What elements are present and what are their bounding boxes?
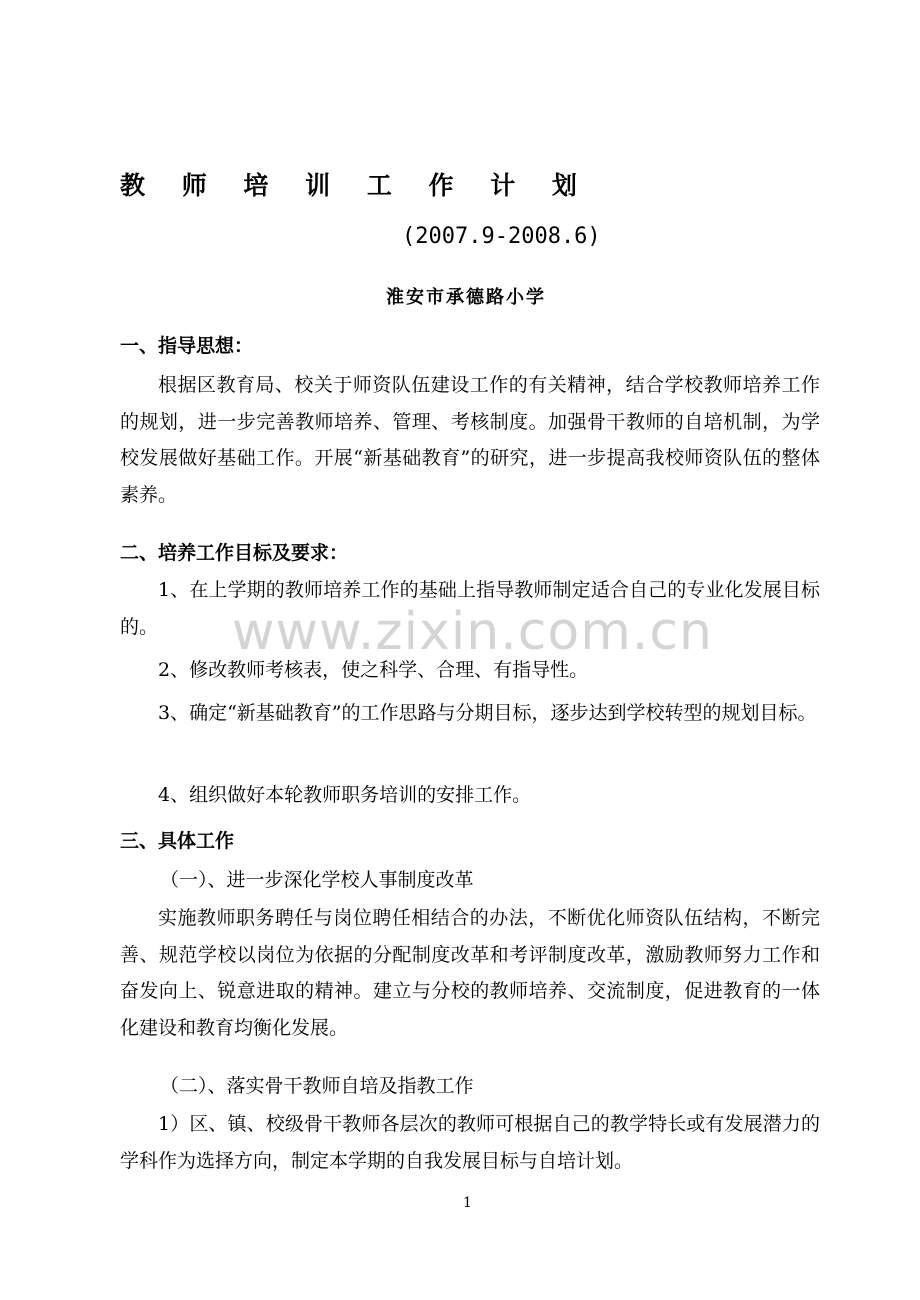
subsection-body-backbone-teachers: 1）区、镇、校级骨干教师各层次的教师可根据自己的教学特长或有发展潜力的学科作为选择方向，制定本学期的自我发展目标与自培计划。	[120, 1113, 820, 1172]
goal-item: 1、在上学期的教师培养工作的基础上指导教师制定适合自己的专业化发展目标的。	[120, 579, 820, 638]
document-title: 教 师 培 训 工 作 计 划	[120, 171, 591, 200]
section-heading-specific-work: 三、具体工作	[120, 830, 235, 852]
date-range: (2007.9-2008.6)	[402, 224, 601, 249]
goal-item: 4、组织做好本轮教师职务培训的安排工作。	[158, 784, 532, 806]
page-number: 1	[463, 1195, 472, 1211]
school-name: 淮安市承德路小学	[386, 287, 546, 308]
goal-item: 3、确定“新基础教育”的工作思路与分期目标，逐步达到学校转型的规划目标。	[158, 702, 817, 724]
subsection-body-personnel-reform: 实施教师职务聘任与岗位聘任相结合的办法，不断优化师资队伍结构，不断完善、规范学校以岗位为依据的分配制度改革和考评制度改革，激励教师努力工作和奋发向上、锐意进取的精神。建立与分校的教师培养、交流制度，促进教育的一体化建设和教育均衡化发展。	[120, 907, 820, 1039]
watermark: www.zixin.com.cn	[232, 602, 713, 662]
section-heading-guiding-thought: 一、指导思想：	[120, 335, 254, 357]
subsection-heading-backbone-teachers: （二）、落实骨干教师自培及指教工作	[160, 1075, 474, 1097]
section-body-guiding-thought: 根据区教育局、校关于师资队伍建设工作的有关精神，结合学校教师培养工作的规划，进一步完善教师培养、管理、考核制度。加强骨干教师的自培机制，为学校发展做好基础工作。开展“新基础教育”的研究，进一步提高我校师资队伍的整体素养。	[120, 374, 820, 506]
section-heading-goals: 二、培养工作目标及要求：	[120, 542, 349, 564]
goal-item: 2、修改教师考核表，使之科学、合理、有指导性。	[158, 659, 589, 681]
subsection-heading-personnel-reform: （一）、进一步深化学校人事制度改革	[160, 869, 474, 891]
